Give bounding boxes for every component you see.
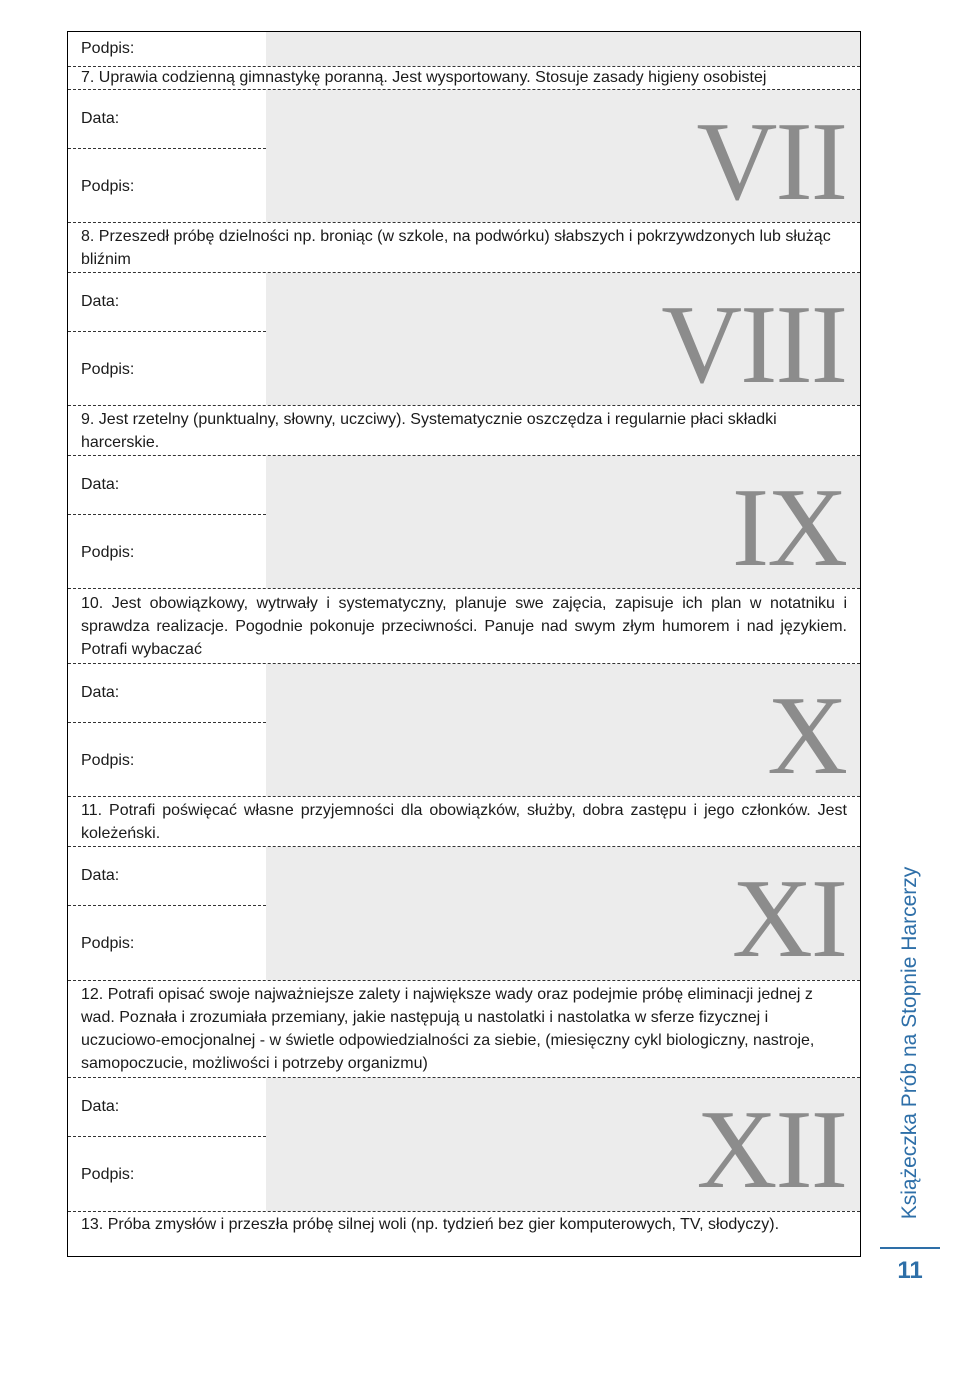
signature-label: Podpis: [81,40,135,57]
date-label: Data: [81,1098,120,1115]
signature-band [266,32,860,66]
requirement-text-12: 12. Potrafi opisać swoje najważniejsze zalety i największe wady oraz podejmie próbę eliminacji jednej z wad. Poznała i zrozumiała przemiany, jakie następują u nastolatki i nastolatka w sferze fizycznej i uczuciowo-emocjonalnej - w świetle odpowiedzialności za siebie, (miesięczny cykl biologiczny, nastroje, samopoczucie, możliwości i potrzeby organizmu) [81,986,815,1072]
divider [68,331,266,332]
requirement-text-11: 11. Potrafi poświęcać własne przyjemności dla obowiązków, służby, dobra zastępu i jego członków. Jest koleżeński. [81,802,847,842]
divider [68,405,860,406]
divider [68,722,266,723]
divider [68,980,860,981]
form-sheet [67,31,861,1257]
signature-label: Podpis: [81,361,135,378]
signature-label: Podpis: [81,544,135,561]
signature-label: Podpis: [81,1166,135,1183]
date-label: Data: [81,293,120,310]
divider [68,796,860,797]
page-number: 11 [897,1257,923,1284]
signature-label: Podpis: [81,935,135,952]
roman-numeral-12: XII [696,1088,846,1212]
requirement-text-10: 10. Jest obowiązkowy, wytrwały i systematyczny, planuje swe zajęcia, zapisuje ich plan w notatniku i sprawdza realizacje. Pogodnie pokonuje przeciwności. Panuje nad swym złym humorem i nad językiem. Potrafi wybaczać [81,595,847,658]
requirement-text-13: 13. Próba zmysłów i przeszła próbę silnej woli (np. tydzień bez gier komputerowych, TV, słodyczy). [81,1216,780,1233]
signature-label: Podpis: [81,752,135,769]
date-label: Data: [81,476,120,493]
roman-numeral-8: VIII [661,283,846,407]
divider [68,514,266,515]
date-label: Data: [81,684,120,701]
booklet-title-text: Książeczka Prób na Stopnie Harcerzy [898,866,921,1219]
roman-numeral-7: VII [696,100,846,224]
roman-numeral-10: X [767,674,846,798]
divider [68,905,266,906]
date-label: Data: [81,110,120,127]
signature-label: Podpis: [81,178,135,195]
divider [68,1136,266,1137]
requirement-text-8: 8. Przeszedł próbę dzielności np. broniąc (w szkole, na podwórku) słabszych i pokrzywdzonych lub służąc bliźnim [81,228,831,268]
footer-rule [880,1247,940,1249]
divider [68,1211,860,1212]
date-label: Data: [81,867,120,884]
divider [68,588,860,589]
roman-numeral-9: IX [731,466,846,590]
divider [68,222,860,223]
divider [68,148,266,149]
booklet-title [880,845,940,1240]
requirement-text-7: 7. Uprawia codzienną gimnastykę poranną. Jest wysportowany. Stosuje zasady higieny osobistej [81,69,767,86]
roman-numeral-11: XI [731,857,846,981]
requirement-text-9: 9. Jest rzetelny (punktualny, słowny, uczciwy). Systematycznie oszczędza i regularnie płaci składki harcerskie. [81,411,777,451]
